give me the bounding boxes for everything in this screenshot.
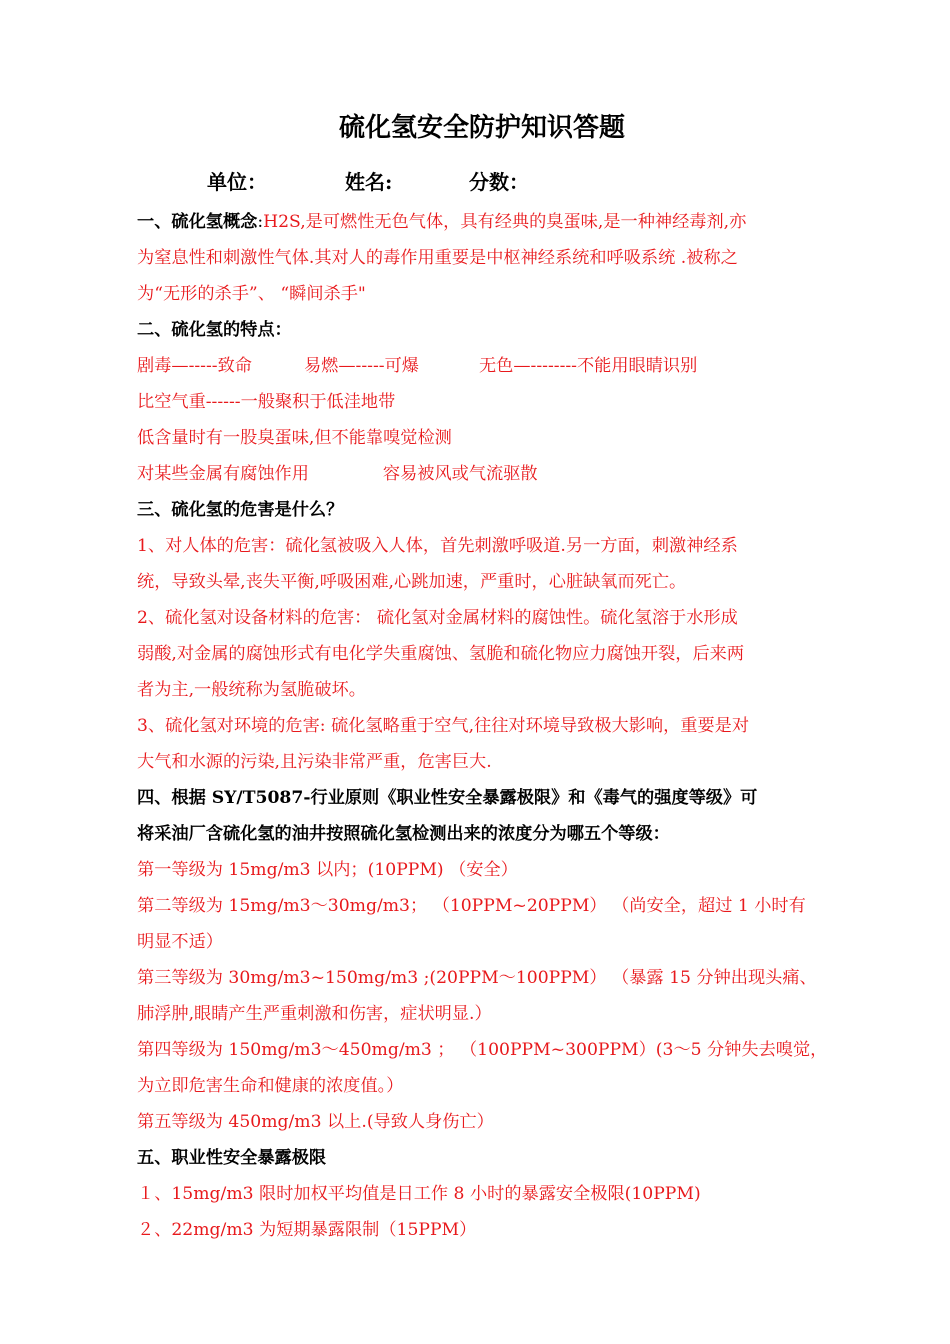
hazard-equipment-2: 弱酸,对金属的腐蚀形式有电化学失重腐蚀、氢脆和硫化物应力腐蚀开裂，后来两 — [137, 644, 745, 664]
document-page — [137, 108, 827, 1248]
level-2-line-1: 第二等级为 15mg/m3～30mg/m3； （10PPM~20PPM） （尚安全，超过 1 小时有 — [137, 896, 806, 916]
hazard-equipment-1: 2、硫化氢对设备材料的危害： 硫化氢对金属材料的腐蚀性。硫化氢溶于水形成 — [137, 608, 738, 628]
section-1-text-1: H2S,是可燃性无色气体，具有经典的臭蛋味,是一种神经毒剂,亦 — [263, 212, 747, 232]
section-5-heading: 五、职业性安全暴露极限 — [137, 1148, 327, 1168]
section-2-heading: 二、硫化氢的特点： — [137, 320, 292, 340]
page-title: 硫化氢安全防护知识答题 — [338, 113, 625, 143]
section-1-text-2: 为窒息性和刺激性气体.其对人的毒作用重要是中枢神经系统和呼吸系统 .被称之 — [137, 248, 738, 268]
level-5: 第五等级为 450mg/m3 以上.(导致人身伤亡） — [137, 1112, 494, 1132]
name-label: 姓名: — [345, 170, 393, 194]
feature-colorless: 无色—--------不能用眼睛识别 — [478, 356, 698, 376]
hazard-equipment-3: 者为主,一般统称为氢脆破坏。 — [137, 680, 366, 700]
section-1-text-3: 为“无形的杀手”、 “瞬间杀手" — [137, 284, 366, 304]
section-4-heading-2: 将采油厂含硫化氢的油井按照硫化氢检测出来的浓度分为哪五个等级： — [137, 824, 670, 844]
header-fields — [137, 166, 827, 198]
feature-dispersible: 容易被风或气流驱散 — [382, 464, 538, 484]
hazard-human-2: 统，导致头晕,丧失平衡,呼吸困难,心跳加速，严重时，心脏缺氧而死亡。 — [137, 572, 687, 592]
exposure-limit-2: ２、22mg/m3 为短期暴露限制（15PPM） — [137, 1220, 477, 1240]
level-3-line-1: 第三等级为 30mg/m3~150mg/m3 ;(20PPM～100PPM） （暴露 15 分钟出现头痛、 — [137, 968, 817, 988]
score-label: 分数： — [469, 170, 529, 194]
level-1: 第一等级为 15mg/m3 以内；(10PPM) （安全） — [137, 860, 518, 880]
feature-row-4 — [137, 456, 827, 492]
feature-row-1 — [137, 348, 827, 384]
level-2-line-2: 明显不适） — [137, 932, 223, 952]
section-1-heading: 一、硫化氢概念 — [137, 212, 258, 232]
level-4-line-2: 为立即危害生命和健康的浓度值。） — [137, 1076, 404, 1096]
feature-heavier-than-air: 比空气重------一般聚积于低洼地带 — [137, 392, 396, 412]
feature-odor: 低含量时有一股臭蛋味,但不能靠嗅觉检测 — [137, 428, 452, 448]
feature-flammable: 易燃—-----可爆 — [303, 356, 419, 376]
hazard-environment-1: 3、硫化氢对环境的危害: 硫化氢略重于空气,往往对环境导致极大影响，重要是对 — [137, 716, 750, 736]
exposure-limit-1: １、15mg/m3 限时加权平均值是日工作 8 小时的暴露安全极限(10PPM) — [137, 1184, 701, 1204]
unit-label: 单位： — [207, 170, 267, 194]
level-4-line-1: 第四等级为 150mg/m3～450mg/m3 ； （100PPM~300PPM）(3～5 分钟失去嗅觉， — [137, 1040, 828, 1060]
level-3-line-2: 肺浮肿,眼睛产生严重刺激和伤害，症状明显.） — [137, 1004, 492, 1024]
feature-corrosive: 对某些金属有腐蚀作用 — [137, 464, 309, 484]
section-3-heading: 三、硫化氢的危害是什么？ — [137, 500, 344, 520]
section-1-line-1 — [137, 204, 827, 240]
section-1-colon: : — [257, 212, 264, 232]
section-4-heading-1: 四、根据 SY/T5087-行业原则《职业性安全暴露极限》和《毒气的强度等级》可 — [137, 788, 758, 808]
feature-toxic: 剧毒—-----致命 — [137, 356, 252, 376]
hazard-environment-2: 大气和水源的污染,且污染非常严重，危害巨大. — [137, 752, 492, 772]
hazard-human-1: 1、对人体的危害：硫化氢被吸入人体，首先刺激呼吸道.另一方面，刺激神经系 — [137, 536, 738, 556]
